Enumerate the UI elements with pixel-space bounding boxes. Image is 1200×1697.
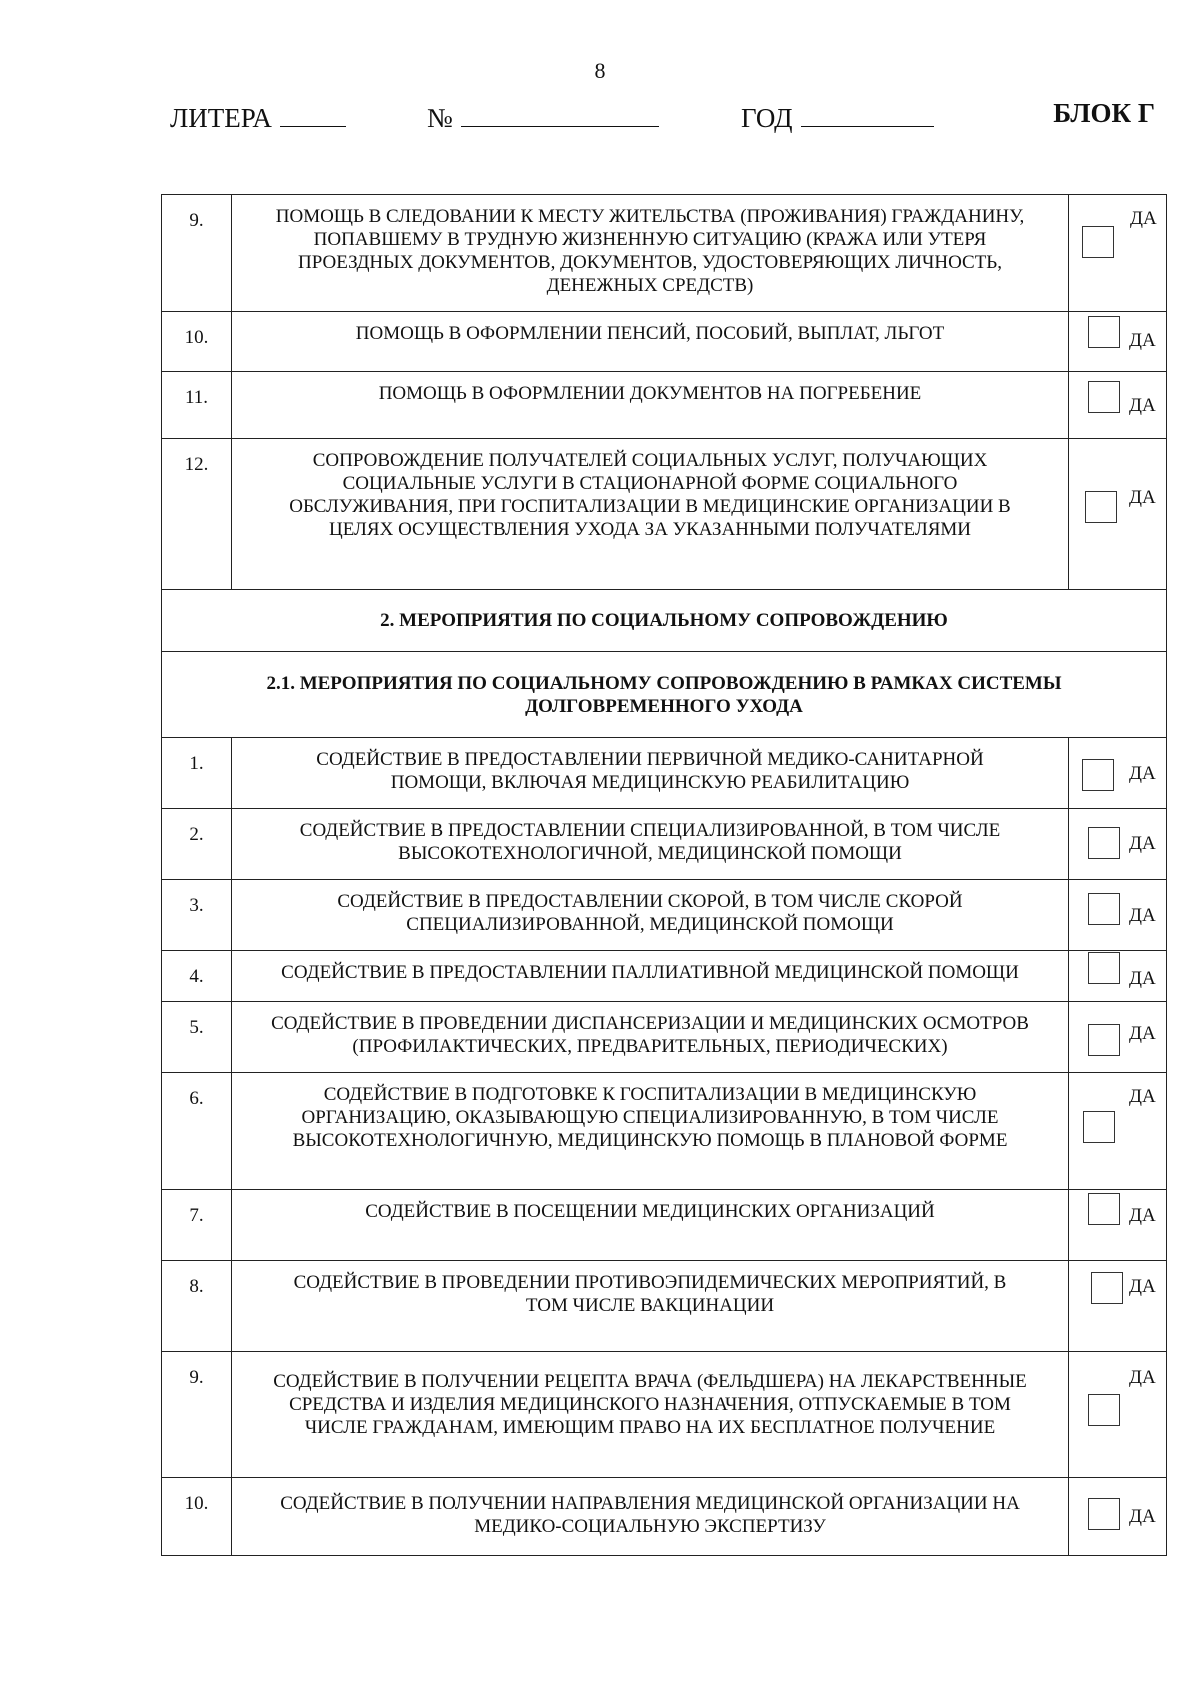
yes-label: ДА [1129,763,1156,784]
table-row [162,1352,1167,1478]
row-text: СОПРОВОЖДЕНИЕ ПОЛУЧАТЕЛЕЙ СОЦИАЛЬНЫХ УСЛУГ, ПОЛУЧАЮЩИХ СОЦИАЛЬНЫЕ УСЛУГИ В СТАЦИОНАРНОЙ ФОРМЕ СОЦИАЛЬНОГО ОБСЛУЖИВАНИЯ, ПРИ ГОСПИТАЛИЗАЦИИ В МЕДИЦИНСКИЕ ОРГАНИЗАЦИИ В ЦЕЛЯХ ОСУЩЕСТВЛЕНИЯ УХОДА ЗА УКАЗАННЫМИ ПОЛУЧАТЕЛЯМИ [232,439,1069,590]
yes-checkbox[interactable] [1082,226,1114,258]
yes-checkbox[interactable] [1088,827,1120,859]
row-text: СОДЕЙСТВИЕ В ПРОВЕДЕНИИ ПРОТИВОЭПИДЕМИЧЕСКИХ МЕРОПРИЯТИЙ, В ТОМ ЧИСЛЕ ВАКЦИНАЦИИ [232,1261,1069,1352]
table-row [162,372,1167,439]
services-table [161,194,1167,1556]
row-text: СОДЕЙСТВИЕ В ПОЛУЧЕНИИ РЕЦЕПТА ВРАЧА (ФЕЛЬДШЕРА) НА ЛЕКАРСТВЕННЫЕ СРЕДСТВА И ИЗДЕЛИЯ МЕДИЦИНСКОГО НАЗНАЧЕНИЯ, ОТПУСКАЕМЫЕ В ТОМ ЧИСЛЕ ГРАЖДАНАМ, ИМЕЮЩИМ ПРАВО НА ИХ БЕСПЛАТНОЕ ПОЛУЧЕНИЕ [232,1352,1069,1478]
row-number: 7. [162,1190,232,1261]
row-text: ПОМОЩЬ В СЛЕДОВАНИИ К МЕСТУ ЖИТЕЛЬСТВА (ПРОЖИВАНИЯ) ГРАЖДАНИНУ, ПОПАВШЕМУ В ТРУДНУЮ ЖИЗНЕННУЮ СИТУАЦИЮ (КРАЖА ИЛИ УТЕРЯ ПРОЕЗДНЫХ ДОКУМЕНТОВ, ДОКУМЕНТОВ, УДОСТОВЕРЯЮЩИХ ЛИЧНОСТЬ, ДЕНЕЖНЫХ СРЕДСТВ) [232,195,1069,312]
yes-label: ДА [1129,1086,1156,1107]
yes-checkbox[interactable] [1088,1394,1120,1426]
yes-label: ДА [1129,1205,1156,1226]
block-label: БЛОК Г [1053,98,1155,128]
yes-checkbox[interactable] [1082,759,1114,791]
checkbox-cell [1069,951,1167,1002]
page-number: 8 [594,58,606,83]
row-number: 8. [162,1261,232,1352]
row-text: СОДЕЙСТВИЕ В ПОСЕЩЕНИИ МЕДИЦИНСКИХ ОРГАНИЗАЦИЙ [232,1190,1069,1261]
yes-checkbox[interactable] [1083,1111,1115,1143]
row-number: 5. [162,1002,232,1073]
yes-checkbox[interactable] [1091,1272,1123,1304]
checkbox-cell [1069,1478,1167,1556]
row-number: 10. [162,1478,232,1556]
litera-input-line[interactable] [280,98,346,127]
row-number: 9. [162,195,232,312]
yes-label: ДА [1129,968,1156,989]
litera-label: ЛИТЕРА [170,103,272,133]
yes-checkbox[interactable] [1088,1193,1120,1225]
row-text: СОДЕЙСТВИЕ В ПРЕДОСТАВЛЕНИИ ПАЛЛИАТИВНОЙ МЕДИЦИНСКОЙ ПОМОЩИ [232,951,1069,1002]
yes-label: ДА [1129,1367,1156,1388]
number-input-line[interactable] [461,98,659,127]
checkbox-cell [1069,738,1167,809]
section-2-1-title: 2.1. МЕРОПРИЯТИЯ ПО СОЦИАЛЬНОМУ СОПРОВОЖДЕНИЮ В РАМКАХ СИСТЕМЫ ДОЛГОВРЕМЕННОГО УХОДА [162,652,1167,738]
table-row [162,1073,1167,1190]
row-text: СОДЕЙСТВИЕ В ПРЕДОСТАВЛЕНИИ СПЕЦИАЛИЗИРОВАННОЙ, В ТОМ ЧИСЛЕ ВЫСОКОТЕХНОЛОГИЧНОЙ, МЕДИЦИНСКОЙ ПОМОЩИ [232,809,1069,880]
table-row [162,1261,1167,1352]
yes-label: ДА [1129,330,1156,351]
yes-checkbox[interactable] [1088,952,1120,984]
checkbox-cell [1069,1073,1167,1190]
yes-checkbox[interactable] [1088,381,1120,413]
table-row [162,312,1167,372]
yes-checkbox[interactable] [1085,491,1117,523]
year-field [741,98,934,134]
table-row [162,195,1167,312]
section-heading-row [162,652,1167,738]
checkbox-cell [1069,880,1167,951]
row-text: ПОМОЩЬ В ОФОРМЛЕНИИ ДОКУМЕНТОВ НА ПОГРЕБЕНИЕ [232,372,1069,439]
yes-checkbox[interactable] [1088,1498,1120,1530]
row-number: 2. [162,809,232,880]
checkbox-cell [1069,439,1167,590]
row-number: 6. [162,1073,232,1190]
checkbox-cell [1069,195,1167,312]
row-number: 12. [162,439,232,590]
yes-checkbox[interactable] [1088,1024,1120,1056]
yes-label: ДА [1129,833,1156,854]
yes-label: ДА [1129,1023,1156,1044]
table-row [162,951,1167,1002]
checkbox-cell [1069,809,1167,880]
row-number: 4. [162,951,232,1002]
yes-label: ДА [1129,1276,1156,1297]
checkbox-cell [1069,1190,1167,1261]
checkbox-cell [1069,372,1167,439]
section-2-title: 2. МЕРОПРИЯТИЯ ПО СОЦИАЛЬНОМУ СОПРОВОЖДЕНИЮ [162,590,1167,652]
checkbox-cell [1069,312,1167,372]
row-number: 11. [162,372,232,439]
row-text: СОДЕЙСТВИЕ В ПРЕДОСТАВЛЕНИИ СКОРОЙ, В ТОМ ЧИСЛЕ СКОРОЙ СПЕЦИАЛИЗИРОВАННОЙ, МЕДИЦИНСКОЙ ПОМОЩИ [232,880,1069,951]
number-label: № [427,103,453,133]
row-number: 9. [162,1352,232,1478]
row-number: 1. [162,738,232,809]
checkbox-cell [1069,1261,1167,1352]
yes-checkbox[interactable] [1088,316,1120,348]
year-label: ГОД [741,103,793,133]
table-row [162,738,1167,809]
row-text: ПОМОЩЬ В ОФОРМЛЕНИИ ПЕНСИЙ, ПОСОБИЙ, ВЫПЛАТ, ЛЬГОТ [232,312,1069,372]
yes-label: ДА [1129,1506,1156,1527]
table-row [162,1190,1167,1261]
row-number: 3. [162,880,232,951]
table-row [162,439,1167,590]
form-header [170,98,1155,138]
table-row [162,1002,1167,1073]
number-field [427,98,659,134]
table-row [162,880,1167,951]
yes-checkbox[interactable] [1088,893,1120,925]
yes-label: ДА [1129,487,1156,508]
row-text: СОДЕЙСТВИЕ В ПОДГОТОВКЕ К ГОСПИТАЛИЗАЦИИ В МЕДИЦИНСКУЮ ОРГАНИЗАЦИЮ, ОКАЗЫВАЮЩУЮ СПЕЦИАЛИЗИРОВАННУЮ, В ТОМ ЧИСЛЕ ВЫСОКОТЕХНОЛОГИЧНУЮ, МЕДИЦИНСКУЮ ПОМОЩЬ В ПЛАНОВОЙ ФОРМЕ [232,1073,1069,1190]
litera-field [170,98,346,134]
table-row [162,809,1167,880]
yes-label: ДА [1130,208,1157,229]
table-row [162,1478,1167,1556]
checkbox-cell [1069,1352,1167,1478]
row-text: СОДЕЙСТВИЕ В ПОЛУЧЕНИИ НАПРАВЛЕНИЯ МЕДИЦИНСКОЙ ОРГАНИЗАЦИИ НА МЕДИКО-СОЦИАЛЬНУЮ ЭКСПЕРТИЗУ [232,1478,1069,1556]
yes-label: ДА [1129,905,1156,926]
yes-label: ДА [1129,395,1156,416]
checkbox-cell [1069,1002,1167,1073]
section-heading-row [162,590,1167,652]
row-text: СОДЕЙСТВИЕ В ПРЕДОСТАВЛЕНИИ ПЕРВИЧНОЙ МЕДИКО-САНИТАРНОЙ ПОМОЩИ, ВКЛЮЧАЯ МЕДИЦИНСКУЮ РЕАБИЛИТАЦИЮ [232,738,1069,809]
row-text: СОДЕЙСТВИЕ В ПРОВЕДЕНИИ ДИСПАНСЕРИЗАЦИИ И МЕДИЦИНСКИХ ОСМОТРОВ (ПРОФИЛАКТИЧЕСКИХ, ПРЕДВАРИТЕЛЬНЫХ, ПЕРИОДИЧЕСКИХ) [232,1002,1069,1073]
year-input-line[interactable] [801,98,934,127]
row-number: 10. [162,312,232,372]
